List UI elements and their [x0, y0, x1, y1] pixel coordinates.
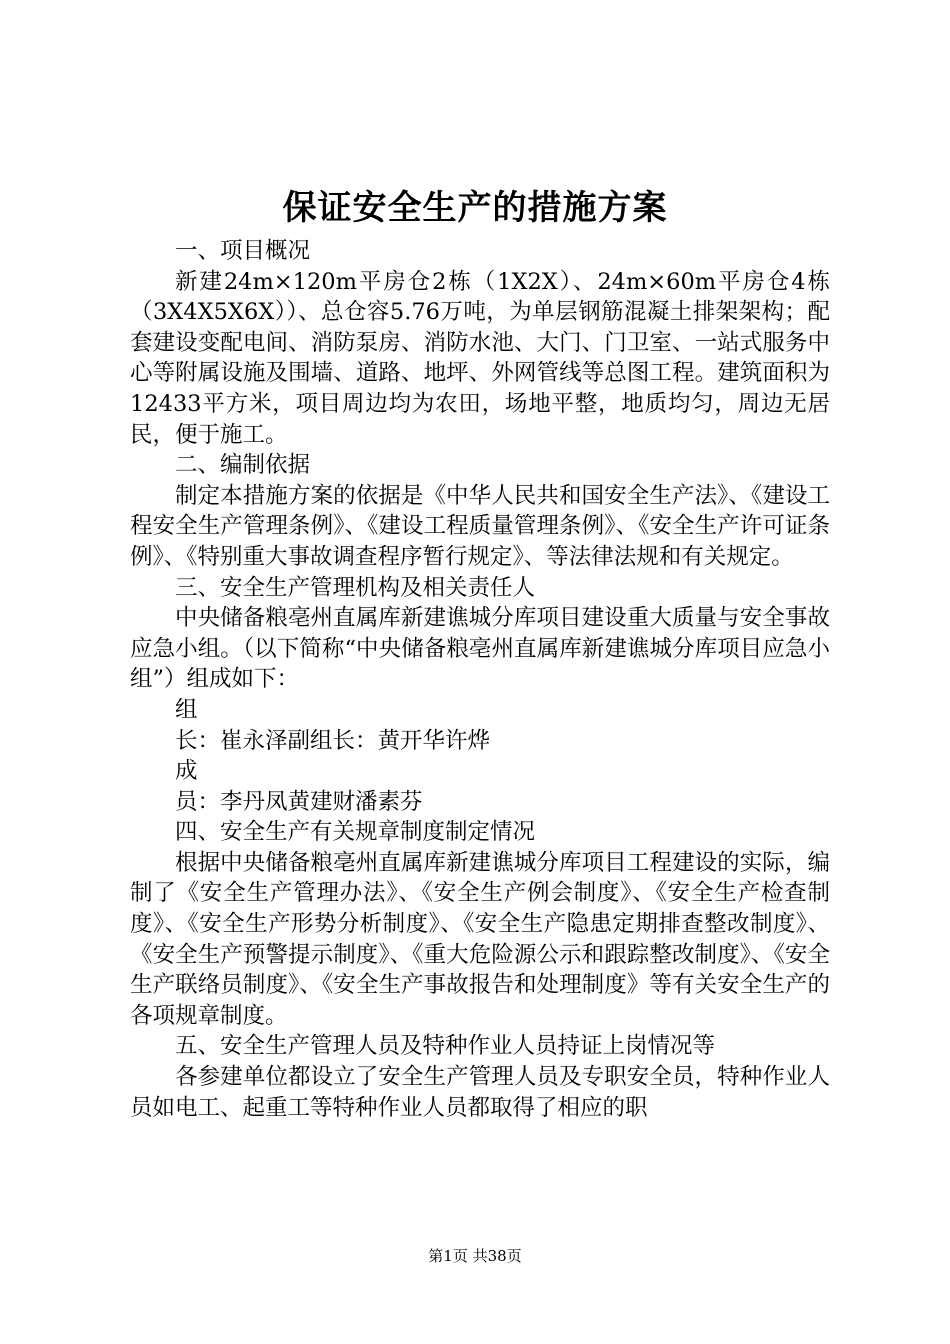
- paragraph: 组: [175, 696, 198, 723]
- section-heading: 五、安全生产管理人员及特种作业人员持证上岗情况等: [175, 1033, 716, 1060]
- page-number-footer: 第1页 共38页: [428, 1247, 522, 1265]
- section-heading: 四、安全生产有关规章制度制定情况: [175, 819, 536, 846]
- section-heading: 三、安全生产管理机构及相关责任人: [175, 574, 536, 601]
- paragraph: 长：崔永泽副组长：黄开华许烨: [175, 727, 491, 754]
- section-heading: 一、项目概况: [175, 238, 311, 264]
- paragraph: 中央储备粮亳州直属库新建谯城分库项目建设重大质量与安全事故应急小组。（以下简称“中央储备粮亳州直属库新建谯城分库项目应急小组”）组成如下：: [130, 605, 830, 693]
- paragraph: 各参建单位都设立了安全生产管理人员及专职安全员，特种作业人员如电工、起重工等特种作业人员都取得了相应的职: [130, 1064, 830, 1121]
- paragraph: 新建24m×120m平房仓2栋（1X2X）、24m×60m平房仓4栋（3X4X5X6X））、总仓容5.76万吨，为单层钢筋混凝土排架架构；配套建设变配电间、消防泵房、消防水池、大门、门卫室、一站式服务中心等附属设施及围墙、道路、地坪、外网管线等总图工程。建筑面积为12433平方米，项目周边均为农田，场地平整，地质均匀，周边无居民，便于施工。: [130, 268, 830, 448]
- document-body: [130, 236, 830, 1123]
- document-title: 保证安全生产的措施方案: [282, 188, 668, 228]
- section-heading: 二、编制依据: [175, 452, 311, 479]
- paragraph: 制定本措施方案的依据是《中华人民共和国安全生产法》、《建设工程安全生产管理条例》、《建设工程质量管理条例》、《安全生产许可证条例》、《特别重大事故调查程序暂行规定》、等法律法规和有关规定。: [130, 482, 830, 570]
- paragraph: 成: [175, 758, 198, 785]
- paragraph: 员：李丹凤黄建财潘素芬: [175, 788, 423, 815]
- paragraph: 根据中央储备粮亳州直属库新建谯城分库项目工程建设的实际，编制了《安全生产管理办法》、《安全生产例会制度》、《安全生产检查制度》、《安全生产形势分析制度》、《安全生产隐患定期排查整改制度》、《安全生产预警提示制度》、《重大危险源公示和跟踪整改制度》、《安全生产联络员制度》、《安全生产事故报告和处理制度》等有关安全生产的各项规章制度。: [130, 849, 830, 1029]
